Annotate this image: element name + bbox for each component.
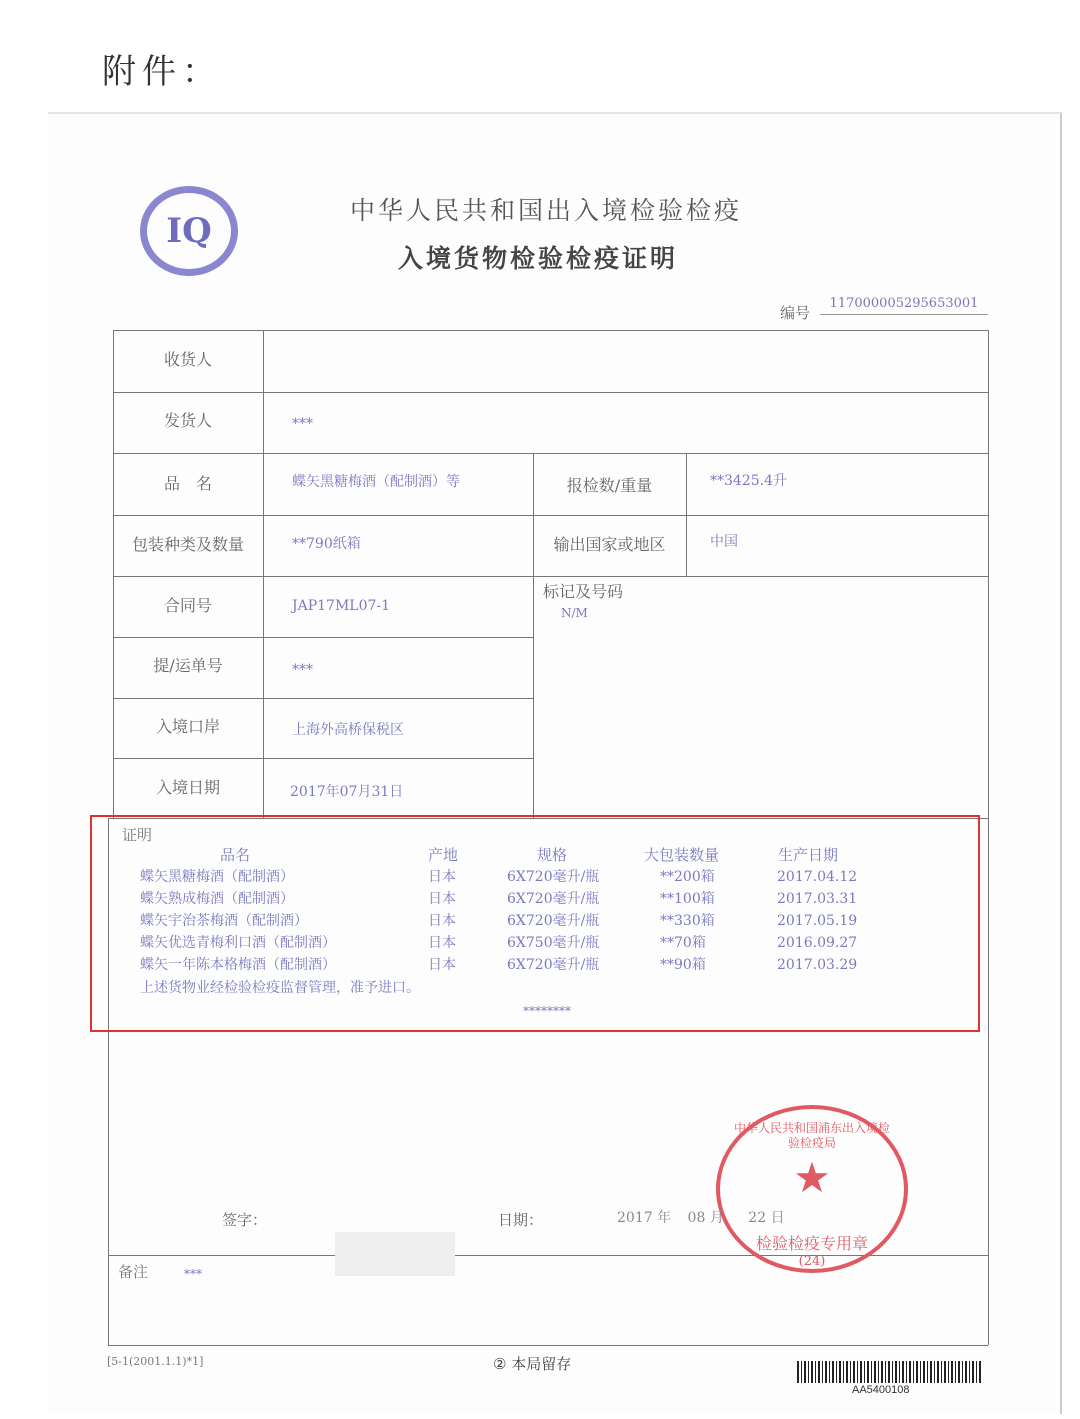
date-label: 入境日期: [155, 778, 220, 797]
consignor-label: 发货人: [163, 411, 212, 430]
certificate-cell: 6X720毫升/瓶: [507, 891, 600, 907]
title-line2: 入境货物检验检疫证明: [398, 244, 679, 273]
column-header: 产地: [428, 846, 459, 864]
ciq-logo: IQ: [140, 186, 238, 276]
number-value: 117000005295653001: [820, 296, 988, 315]
certificate-cell: 日本: [428, 935, 456, 951]
origin-label: 输出国家或地区: [553, 535, 666, 554]
bill-label: 提/运单号: [153, 656, 223, 675]
end-mark: ********: [523, 1004, 571, 1018]
certificate-cell: **70箱: [660, 935, 706, 951]
consignor-value: ***: [292, 416, 313, 432]
seal-outer-text: 中华人民共和国浦东出入境检验检疫局: [734, 1121, 890, 1150]
copy-label: ② 本局留存: [493, 1355, 572, 1373]
certificate-cell: **330箱: [660, 913, 715, 929]
certificate-cell: 2017.04.12: [777, 869, 858, 885]
certificate-cell: **200箱: [660, 869, 715, 885]
redaction-blur: [335, 1232, 455, 1276]
certificate-label: 证明: [122, 826, 153, 844]
remarks-value: ***: [184, 1267, 202, 1281]
column-header: 大包装数量: [644, 846, 720, 864]
certificate-cell: 蝶矢宇治茶梅酒（配制酒）: [140, 913, 308, 929]
title-line1: 中华人民共和国出入境检验检疫: [350, 196, 743, 225]
signature-label: 签字：: [222, 1211, 268, 1229]
column-header: 生产日期: [778, 846, 839, 864]
attachment-label: 附件：: [102, 52, 222, 92]
seal-code: (24): [798, 1254, 826, 1269]
certificate-cell: **100箱: [660, 891, 715, 907]
number-label: 编号: [780, 304, 811, 322]
remarks-label: 备注: [118, 1263, 149, 1281]
column-header: 品名: [220, 846, 251, 864]
certificate-cell: 2016.09.27: [777, 935, 858, 951]
product-label: 品 名: [163, 474, 212, 493]
certificate-cell: 6X720毫升/瓶: [507, 913, 600, 929]
certificate-cell: 日本: [428, 869, 456, 885]
certificate-cell: 2017.05.19: [777, 913, 858, 929]
quantity-label: 报检数/重量: [566, 476, 653, 495]
certificate-statement: 上述货物业经检验检疫监督管理，准予进口。: [140, 980, 420, 996]
sign-day: 22: [748, 1210, 767, 1226]
certificate-cell: 蝶矢熟成梅酒（配制酒）: [140, 891, 294, 907]
certificate-cell: 蝶矢优选青梅利口酒（配制酒）: [140, 935, 336, 951]
date-value: 2017年07月31日: [290, 784, 404, 800]
marks-label: 标记及号码: [543, 582, 624, 601]
certificate-cell: **90箱: [660, 957, 706, 973]
day-unit: 日: [770, 1210, 785, 1226]
month-unit: 月: [709, 1210, 724, 1226]
contract-label: 合同号: [163, 596, 212, 615]
consignee-label: 收货人: [163, 350, 212, 369]
certificate-cell: 6X750毫升/瓶: [507, 935, 600, 951]
column-header: 规格: [537, 846, 568, 864]
sign-year: 2017: [617, 1210, 653, 1226]
certificate-cell: 6X720毫升/瓶: [507, 869, 600, 885]
date-sign-label: 日期：: [498, 1211, 544, 1229]
certificate-cell: 蝶矢一年陈本格梅酒（配制酒）: [140, 957, 336, 973]
year-unit: 年: [657, 1210, 672, 1226]
star-icon: ★: [793, 1153, 831, 1202]
certificate-cell: 6X720毫升/瓶: [507, 957, 600, 973]
barcode-number: AA5400108: [852, 1384, 910, 1396]
official-seal: [716, 1105, 908, 1273]
certificate-cell: 蝶矢黑糖梅酒（配制酒）: [140, 869, 294, 885]
certificate-cell: 2017.03.29: [777, 957, 858, 973]
certificate-cell: 日本: [428, 957, 456, 973]
bill-value: ***: [292, 662, 313, 678]
barcode: [797, 1361, 982, 1383]
quantity-value: **3425.4升: [710, 473, 787, 489]
certificate-cell: 日本: [428, 913, 456, 929]
port-label: 入境口岸: [155, 717, 220, 736]
marks-value: N/M: [561, 606, 588, 620]
form-code: [5-1(2001.1.1)*1]: [107, 1355, 204, 1368]
package-value: **790纸箱: [292, 536, 361, 552]
product-value: 蝶矢黑糖梅酒（配制酒）等: [292, 474, 460, 490]
port-value: 上海外高桥保税区: [292, 722, 404, 738]
sign-month: 08: [687, 1210, 706, 1226]
package-label: 包装种类及数量: [131, 535, 244, 554]
contract-value: JAP17ML07-1: [292, 598, 391, 614]
certificate-cell: 2017.03.31: [777, 891, 858, 907]
origin-value: 中国: [710, 534, 738, 550]
seal-inner-text: 检验检疫专用章: [755, 1234, 868, 1253]
certificate-cell: 日本: [428, 891, 456, 907]
